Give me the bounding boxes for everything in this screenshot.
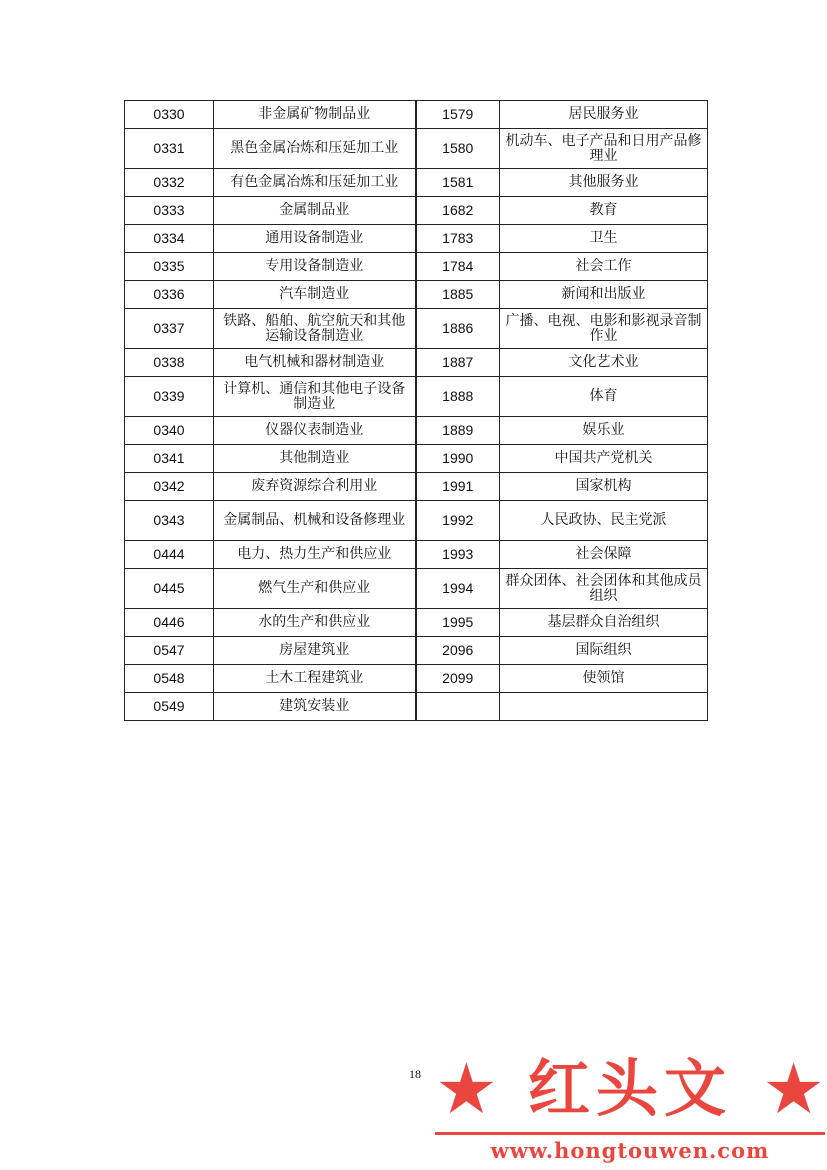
table-row	[125, 417, 708, 445]
right-code-cell: 1784	[416, 253, 500, 281]
table-row	[125, 609, 708, 637]
left-code-cell: 0333	[125, 197, 214, 225]
watermark-title: 红头文	[527, 1052, 732, 1125]
table-row	[125, 101, 708, 129]
left-name-cell: 通用设备制造业	[214, 225, 416, 253]
star-icon: ★	[762, 1048, 825, 1130]
right-code-cell: 2096	[416, 637, 500, 665]
right-name-cell: 人民政协、民主党派	[500, 501, 708, 541]
right-code-cell: 1579	[416, 101, 500, 129]
left-name-cell: 金属制品业	[214, 197, 416, 225]
left-name-cell: 仪器仪表制造业	[214, 417, 416, 445]
left-code-cell: 0334	[125, 225, 214, 253]
watermark-title-row	[435, 1050, 825, 1128]
left-code-cell: 0548	[125, 665, 214, 693]
left-name-cell: 电气机械和器材制造业	[214, 349, 416, 377]
right-name-cell: 社会保障	[500, 541, 708, 569]
left-code-cell: 0339	[125, 377, 214, 417]
right-name-cell: 卫生	[500, 225, 708, 253]
left-name-cell: 其他制造业	[214, 445, 416, 473]
left-code-cell: 0549	[125, 693, 214, 721]
right-code-cell: 1990	[416, 445, 500, 473]
right-name-cell: 基层群众自治组织	[500, 609, 708, 637]
table-row	[125, 569, 708, 609]
left-name-cell: 水的生产和供应业	[214, 609, 416, 637]
table-row	[125, 501, 708, 541]
left-name-cell: 汽车制造业	[214, 281, 416, 309]
right-code-cell	[416, 693, 500, 721]
left-code-cell: 0547	[125, 637, 214, 665]
right-name-cell: 国际组织	[500, 637, 708, 665]
left-code-cell: 0343	[125, 501, 214, 541]
right-name-cell: 体育	[500, 377, 708, 417]
table-row	[125, 309, 708, 349]
left-code-cell: 0332	[125, 169, 214, 197]
table-row	[125, 473, 708, 501]
table-row	[125, 281, 708, 309]
right-name-cell: 使领馆	[500, 665, 708, 693]
left-name-cell: 金属制品、机械和设备修理业	[214, 501, 416, 541]
right-code-cell: 1885	[416, 281, 500, 309]
left-name-cell: 废弃资源综合利用业	[214, 473, 416, 501]
left-name-cell: 电力、热力生产和供应业	[214, 541, 416, 569]
right-name-cell: 文化艺术业	[500, 349, 708, 377]
industry-code-table	[124, 100, 708, 721]
right-name-cell: 教育	[500, 197, 708, 225]
left-name-cell: 房屋建筑业	[214, 637, 416, 665]
table-row	[125, 225, 708, 253]
right-name-cell	[500, 693, 708, 721]
left-name-cell: 建筑安装业	[214, 693, 416, 721]
right-code-cell: 1887	[416, 349, 500, 377]
left-code-cell: 0445	[125, 569, 214, 609]
table-row	[125, 665, 708, 693]
right-code-cell: 1991	[416, 473, 500, 501]
table-row	[125, 129, 708, 169]
site-watermark	[435, 1050, 825, 1168]
table-row	[125, 253, 708, 281]
table-row	[125, 693, 708, 721]
right-name-cell: 广播、电视、电影和影视录音制作业	[500, 309, 708, 349]
page-number: 18	[409, 1067, 421, 1081]
left-name-cell: 非金属矿物制品业	[214, 101, 416, 129]
left-code-cell: 0446	[125, 609, 214, 637]
left-code-cell: 0336	[125, 281, 214, 309]
left-name-cell: 燃气生产和供应业	[214, 569, 416, 609]
left-name-cell: 专用设备制造业	[214, 253, 416, 281]
table-row	[125, 169, 708, 197]
right-name-cell: 群众团体、社会团体和其他成员组织	[500, 569, 708, 609]
table-row	[125, 445, 708, 473]
right-code-cell: 1995	[416, 609, 500, 637]
right-code-cell: 1992	[416, 501, 500, 541]
right-code-cell: 1580	[416, 129, 500, 169]
right-name-cell: 机动车、电子产品和日用产品修理业	[500, 129, 708, 169]
table-row	[125, 197, 708, 225]
left-code-cell: 0444	[125, 541, 214, 569]
left-code-cell: 0338	[125, 349, 214, 377]
right-code-cell: 1994	[416, 569, 500, 609]
right-name-cell: 娱乐业	[500, 417, 708, 445]
table-row	[125, 377, 708, 417]
left-code-cell: 0335	[125, 253, 214, 281]
right-code-cell: 1993	[416, 541, 500, 569]
right-code-cell: 1682	[416, 197, 500, 225]
left-code-cell: 0331	[125, 129, 214, 169]
right-name-cell: 社会工作	[500, 253, 708, 281]
right-code-cell: 1889	[416, 417, 500, 445]
left-name-cell: 黑色金属冶炼和压延加工业	[214, 129, 416, 169]
left-code-cell: 0337	[125, 309, 214, 349]
left-name-cell: 铁路、船舶、航空航天和其他运输设备制造业	[214, 309, 416, 349]
left-name-cell: 土木工程建筑业	[214, 665, 416, 693]
right-name-cell: 国家机构	[500, 473, 708, 501]
right-code-cell: 1581	[416, 169, 500, 197]
left-name-cell: 计算机、通信和其他电子设备制造业	[214, 377, 416, 417]
right-name-cell: 中国共产党机关	[500, 445, 708, 473]
industry-code-table-body	[125, 101, 708, 721]
table-row	[125, 349, 708, 377]
left-code-cell: 0330	[125, 101, 214, 129]
star-icon: ★	[435, 1048, 498, 1130]
left-code-cell: 0341	[125, 445, 214, 473]
left-name-cell: 有色金属冶炼和压延加工业	[214, 169, 416, 197]
watermark-url: www.hongtouwen.com	[490, 1138, 770, 1163]
table-row	[125, 637, 708, 665]
right-name-cell: 居民服务业	[500, 101, 708, 129]
right-name-cell: 新闻和出版业	[500, 281, 708, 309]
right-code-cell: 2099	[416, 665, 500, 693]
right-name-cell: 其他服务业	[500, 169, 708, 197]
left-code-cell: 0340	[125, 417, 214, 445]
watermark-divider	[435, 1132, 825, 1135]
left-code-cell: 0342	[125, 473, 214, 501]
table-row	[125, 541, 708, 569]
right-code-cell: 1888	[416, 377, 500, 417]
right-code-cell: 1783	[416, 225, 500, 253]
right-code-cell: 1886	[416, 309, 500, 349]
